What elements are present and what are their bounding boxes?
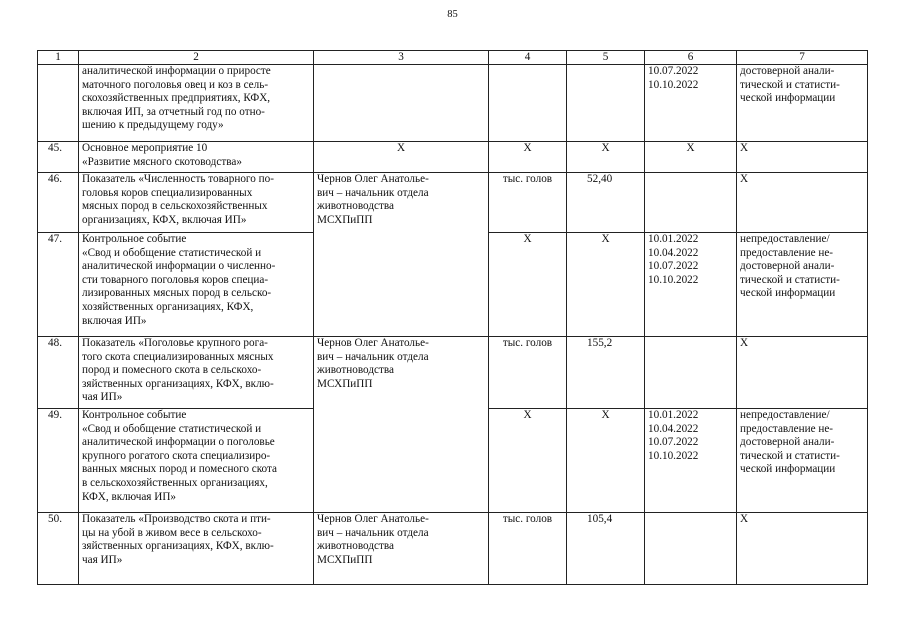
- row-value: Х: [567, 409, 645, 513]
- table-row: [38, 65, 868, 142]
- row-unit: Х: [489, 409, 567, 513]
- page-number: 85: [447, 9, 458, 20]
- row-responsible: Чернов Олег Анатолье- вич – начальник отдела животноводства МСХПиПП: [314, 513, 489, 585]
- row-dates: 10.01.2022 10.04.2022 10.07.2022 10.10.2022: [645, 409, 737, 513]
- header-cell-4: 4: [489, 51, 567, 65]
- row-dates: Х: [645, 142, 737, 173]
- row-responsible: Чернов Олег Анатолье- вич – начальник отдела животноводства МСХПиПП: [314, 337, 489, 513]
- header-cell-6: 6: [645, 51, 737, 65]
- row-number: 49.: [38, 409, 79, 513]
- row-note: Х: [737, 337, 868, 409]
- header-cell-2: 2: [79, 51, 314, 65]
- row-value: 155,2: [567, 337, 645, 409]
- row-note: Х: [737, 513, 868, 585]
- row-responsible: [314, 65, 489, 142]
- row-unit: Х: [489, 142, 567, 173]
- row-note: Х: [737, 142, 868, 173]
- activities-table: [37, 50, 868, 585]
- row-dates: 10.07.2022 10.10.2022: [645, 65, 737, 142]
- row-value: Х: [567, 142, 645, 173]
- row-value: 105,4: [567, 513, 645, 585]
- row-number: 47.: [38, 233, 79, 337]
- row-note: непредоставление/ предоставление не- достоверной анали- тической и статисти- ческой информации: [737, 233, 868, 337]
- table-row: [38, 513, 868, 585]
- row-number: 50.: [38, 513, 79, 585]
- row-name: Контрольное событие «Свод и обобщение статистической и аналитической информации о численно- сти товарного поголовья коров специа- лизированных мясных пород в сельско- хозяйственных организациях, КФХ, включая ИП»: [79, 233, 314, 337]
- row-dates: [645, 173, 737, 233]
- header-cell-7: 7: [737, 51, 868, 65]
- row-responsible: Х: [314, 142, 489, 173]
- header-cell-1: 1: [38, 51, 79, 65]
- row-name: Показатель «Производство скота и пти- цы на убой в живом весе в сельскохо- зяйственных организациях, КФХ, вклю- чая ИП»: [79, 513, 314, 585]
- row-number: [38, 65, 79, 142]
- row-note: непредоставление/ предоставление не- достоверной анали- тической и статисти- ческой информации: [737, 409, 868, 513]
- table-row: [38, 142, 868, 173]
- row-value: Х: [567, 233, 645, 337]
- row-unit: тыс. голов: [489, 337, 567, 409]
- row-name: Контрольное событие «Свод и обобщение статистической и аналитической информации о поголовье крупного рогатого скота специализиро- ванных мясных пород и помесного скота в сельскохозяйственных организациях, КФХ, включая ИП»: [79, 409, 314, 513]
- row-responsible: Чернов Олег Анатолье- вич – начальник отдела животноводства МСХПиПП: [314, 173, 489, 337]
- row-name: Показатель «Численность товарного по- головья коров специализированных мясных пород в сельскохозяйственных организациях, КФХ, включая ИП»: [79, 173, 314, 233]
- header-cell-5: 5: [567, 51, 645, 65]
- row-value: [567, 65, 645, 142]
- row-note: достоверной анали- тической и статисти- ческой информации: [737, 65, 868, 142]
- row-dates: 10.01.2022 10.04.2022 10.07.2022 10.10.2022: [645, 233, 737, 337]
- row-note: Х: [737, 173, 868, 233]
- row-value: 52,40: [567, 173, 645, 233]
- row-name: аналитической информации о приросте маточного поголовья овец и коз в сель- скохозяйственных предприятиях, КФХ, включая ИП, за отчетный год по отно- шению к предыдущему году»: [79, 65, 314, 142]
- table-row: [38, 173, 868, 233]
- row-name: Показатель «Поголовье крупного рога- того скота специализированных мясных пород и помесного скота в сельскохо- зяйственных организациях, КФХ, вклю- чая ИП»: [79, 337, 314, 409]
- row-unit: тыс. голов: [489, 173, 567, 233]
- row-unit: [489, 65, 567, 142]
- header-row: [38, 51, 868, 65]
- row-name: Основное мероприятие 10 «Развитие мясного скотоводства»: [79, 142, 314, 173]
- header-cell-3: 3: [314, 51, 489, 65]
- row-number: 45.: [38, 142, 79, 173]
- row-unit: Х: [489, 233, 567, 337]
- row-number: 46.: [38, 173, 79, 233]
- table-row: [38, 337, 868, 409]
- row-dates: [645, 337, 737, 409]
- row-number: 48.: [38, 337, 79, 409]
- row-dates: [645, 513, 737, 585]
- row-unit: тыс. голов: [489, 513, 567, 585]
